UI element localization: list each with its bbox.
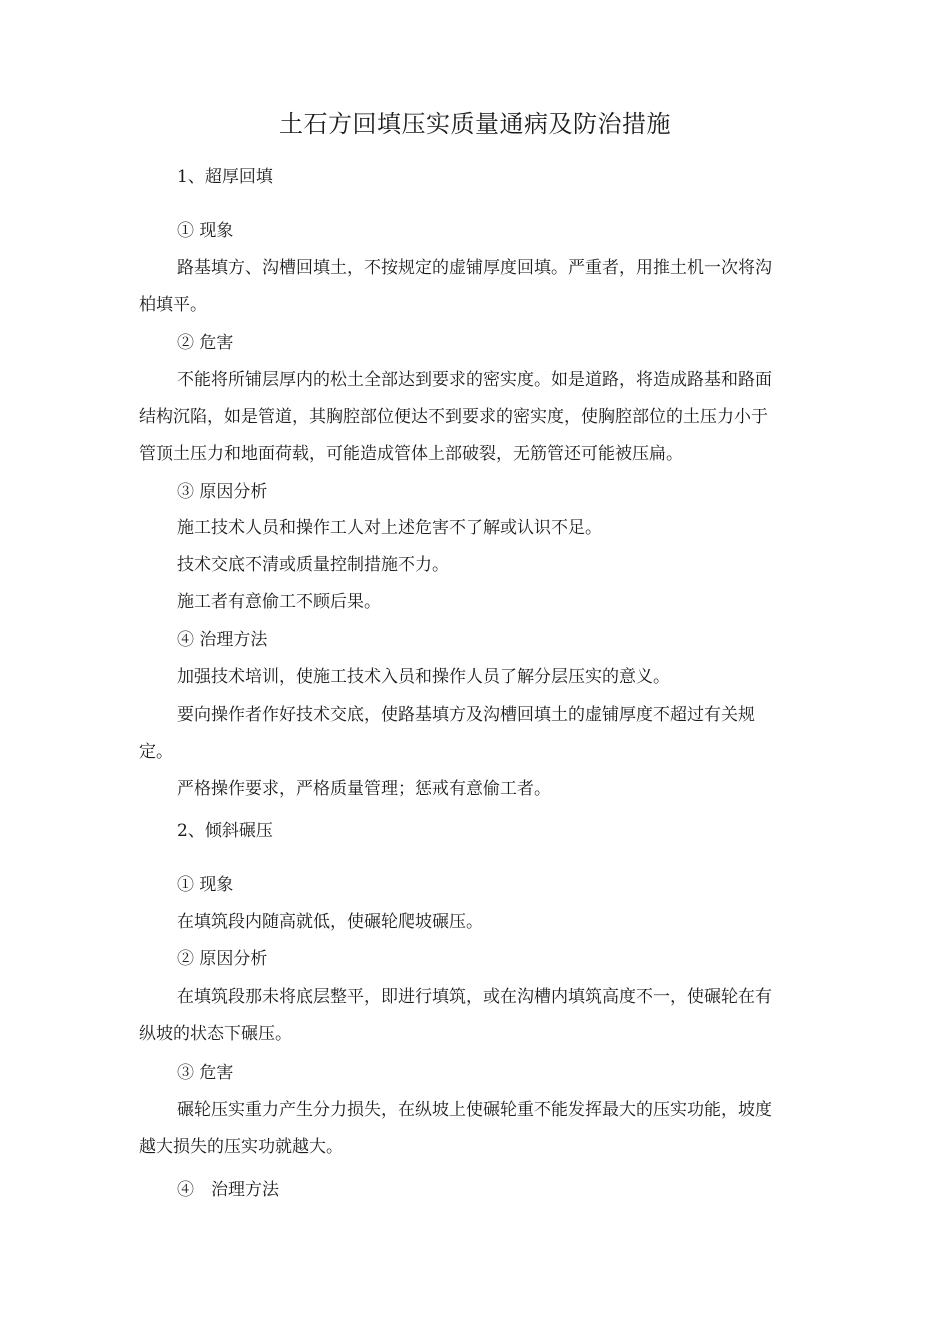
section-2-phenomenon-text: 在填筑段内随高就低，使碾轮爬坡碾压。 [177,912,483,932]
section-2-cause-line: 纵坡的状态下碾压。 [139,1024,292,1044]
section-1-treatment-item: 加强技术培训，使施工技术入员和操作人员了解分层压实的意义。 [177,667,670,687]
section-1-heading: 1、超厚回填 [177,167,273,187]
section-1-harm-line: 管顶土压力和地面荷载，可能造成管体上部破裂，无筋管还可能被压扁。 [139,444,683,464]
section-1-phenomenon-label: ① 现象 [177,221,234,241]
section-1-phenomenon-line: 路基填方、沟槽回填土，不按规定的虚铺厚度回填。严重者，用推土机一次将沟 [177,258,772,278]
section-1-harm-line: 不能将所铺层厚内的松土全部达到要求的密实度。如是道路，将造成路基和路面 [177,370,772,390]
section-1-phenomenon-line: 柏填平。 [139,295,207,315]
section-1-harm-line: 结构沉陷，如是管道，其胸腔部位便达不到要求的密实度，使胸腔部位的土压力小于 [139,407,768,427]
section-2-heading: 2、倾斜碾压 [177,821,273,841]
section-1-cause-item: 施工者有意偷工不顾后果。 [177,592,381,612]
section-1-treatment-label: ④ 治理方法 [177,630,268,650]
section-2-cause-line: 在填筑段那未将底层整平，即进行填筑，或在沟槽内填筑高度不一，使碾轮在有 [177,987,772,1007]
section-1-cause-item: 技术交底不清或质量控制措施不力。 [177,555,449,575]
section-2-harm-line: 碾轮压实重力产生分力损失，在纵坡上使碾轮重不能发挥最大的压实功能，坡度 [177,1100,772,1120]
section-2-phenomenon-label: ① 现象 [177,875,234,895]
section-2-harm-label: ③ 危害 [177,1063,234,1083]
section-1-treatment-line: 要向操作者作好技术交底，使路基填方及沟槽回填土的虚铺厚度不超过有关规 [177,705,755,725]
section-1-harm-label: ② 危害 [177,333,234,353]
section-1-cause-item: 施工技术人员和操作工人对上述危害不了解或认识不足。 [177,518,602,538]
section-1-cause-label: ③ 原因分析 [177,482,268,502]
section-1-treatment-line: 定。 [139,742,173,762]
section-2-treatment-label: ④ 治理方法 [177,1180,279,1200]
section-1-treatment-item: 严格操作要求，严格质量管理；惩戒有意偷工者。 [177,779,551,799]
section-2-harm-line: 越大损失的压实功就越大。 [139,1137,343,1157]
document-title: 土石方回填压实质量通病及防治措施 [279,110,671,138]
section-2-cause-label: ② 原因分析 [177,949,268,969]
